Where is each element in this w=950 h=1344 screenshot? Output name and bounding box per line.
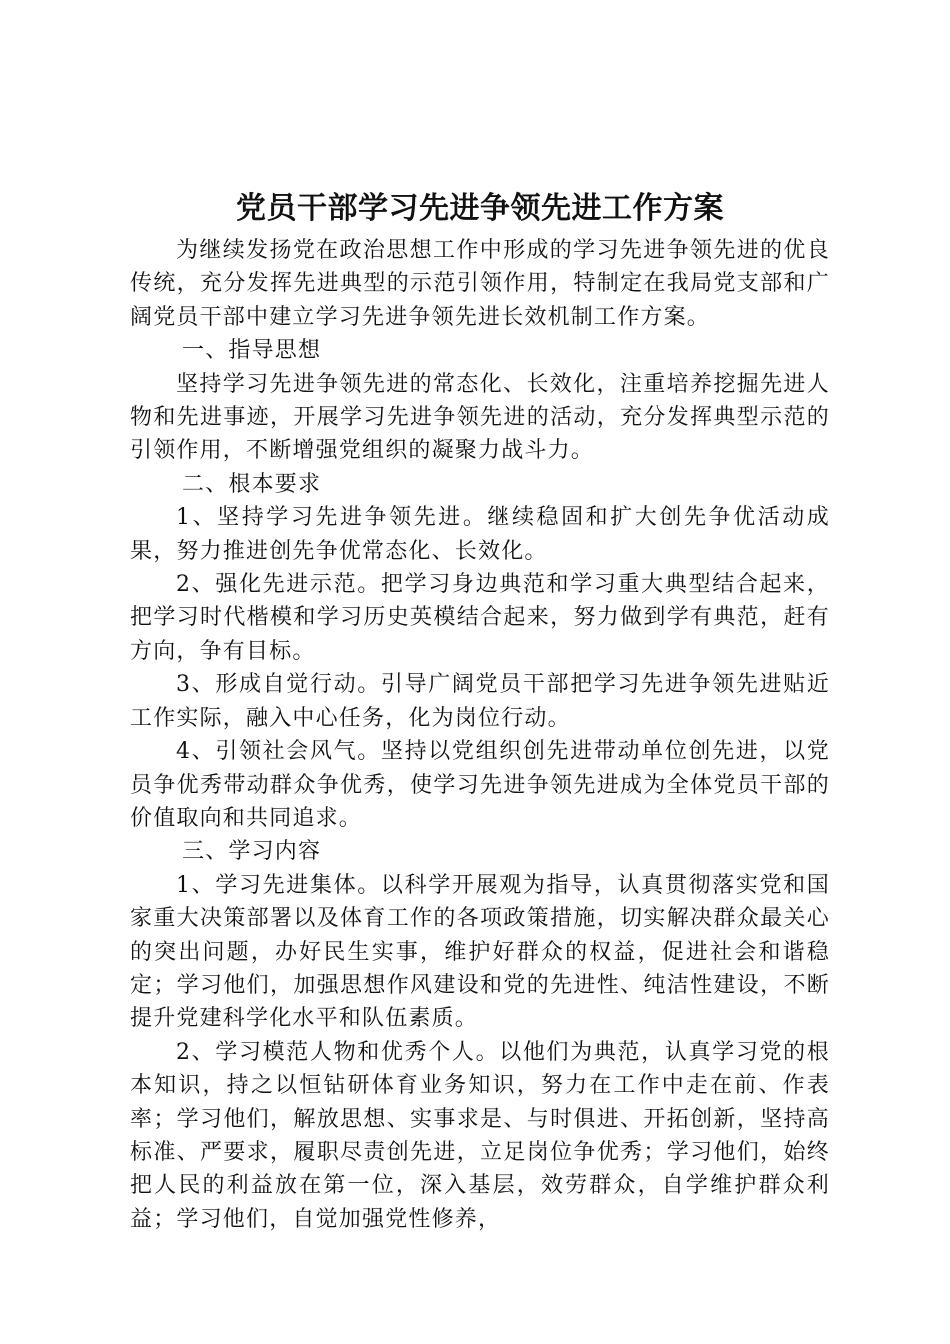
section-paragraph: 2、强化先进示范。把学习身边典范和学习重大典型结合起来，把学习时代楷模和学习历史英模结合起来，努力做到学有典范，赶有方向，争有目标。	[130, 572, 830, 664]
section-paragraph: 2、学习模范人物和优秀个人。以他们为典范，认真学习党的根本知识，持之以恒钻研体育业务知识，努力在工作中走在前、作表率；学习他们，解放思想、实事求是、与时俱进、开拓创新，坚持高标准、严要求，履职尽责创先进，立足岗位争优秀；学习他们，始终把人民的利益放在第一位，深入基层，效劳群众，自学维护群众利益；学习他们，自觉加强党性修养，	[130, 1039, 830, 1232]
intro-paragraph: 为继续发扬党在政治思想工作中形成的学习先进争领先进的优良传统，充分发挥先进典型的示范引领作用，特制定在我局党支部和广阔党员干部中建立学习先进争领先进长效机制工作方案。	[130, 238, 830, 330]
section-paragraph: 1、学习先进集体。以科学开展观为指导，认真贯彻落实党和国家重大决策部署以及体育工作的各项政策措施，切实解决群众最关心的突出问题，办好民生实事，维护好群众的权益，促进社会和谐稳定；学习他们，加强思想作风建设和党的先进性、纯洁性建设，不断提升党建科学化水平和队伍素质。	[130, 872, 830, 1032]
section-paragraph: 1、坚持学习先进争领先进。继续稳固和扩大创先争优活动成果，努力推进创先争优常态化、长效化。	[130, 505, 830, 564]
section-paragraph: 坚持学习先进争领先进的常态化、长效化，注重培养挖掘先进人物和先进事迹，开展学习先进争领先进的活动，充分发挥典型示范的引领作用，不断增强党组织的凝聚力战斗力。	[130, 371, 830, 464]
document-page	[130, 186, 830, 1236]
section-heading-basic-requirements: 二、根本要求	[182, 471, 322, 497]
section-heading-study-content: 三、学习内容	[182, 839, 322, 865]
section-paragraph: 4、引领社会风气。坚持以党组织创先进带动单位创先进，以党员争优秀带动群众争优秀，使学习先进争领先进成为全体党员干部的价值取向和共同追求。	[130, 739, 830, 831]
section-paragraph: 3、形成自觉行动。引导广阔党员干部把学习先进争领先进贴近工作实际，融入中心任务，化为岗位行动。	[130, 672, 830, 731]
section-heading-guiding-thought: 一、指导思想	[182, 338, 322, 364]
document-title: 党员干部学习先进争领先进工作方案	[236, 191, 724, 226]
